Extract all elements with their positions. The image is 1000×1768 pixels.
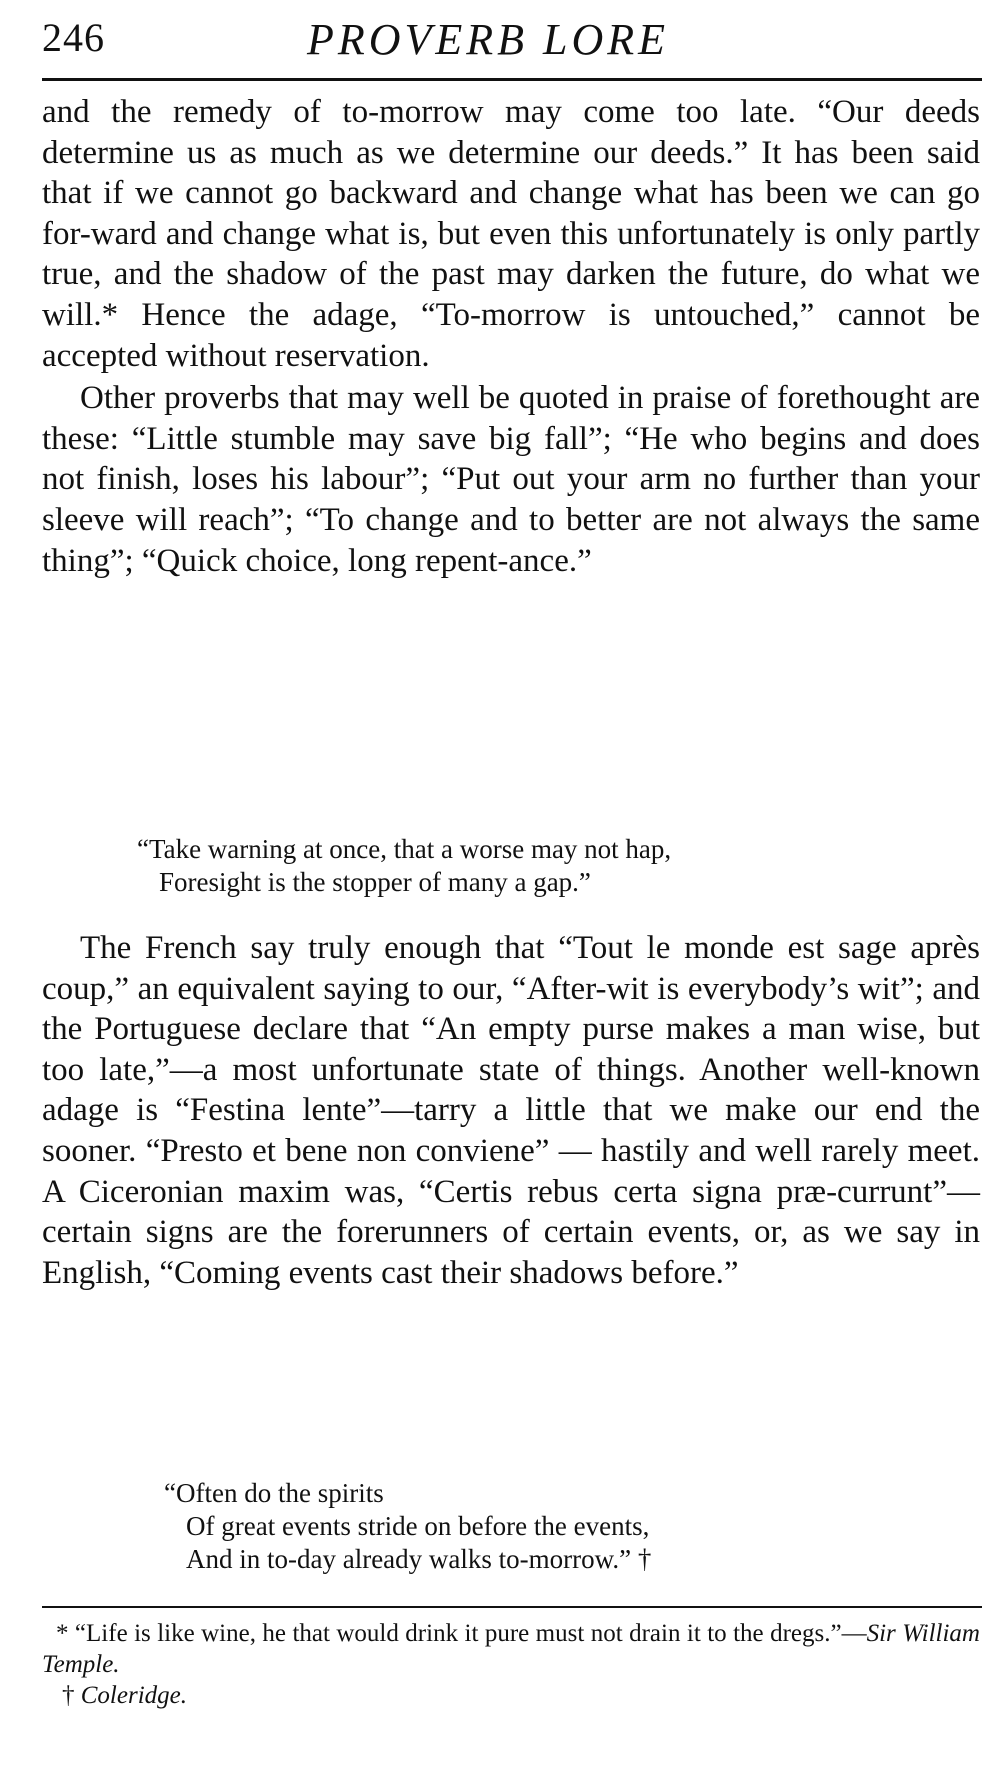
header-rule — [42, 78, 982, 81]
verse-line: “Often do the spirits — [164, 1478, 384, 1508]
footnote-2 — [42, 1680, 980, 1711]
paragraph-3: The French say truly enough that “Tout le monde est sage après coup,” an equivalent saying to our, “After-wit is everybody’s wit”; and the Portuguese declare that “An empty purse makes a man wise, but too late,”—a most unfortunate state of things. Another well-known adage is “Festina lente”—tarry a little that we make our end the sooner. “Presto et bene non conviene” — hastily and well rarely meet. A Ciceronian maxim was, “Certis rebus certa signa præ-currunt”—certain signs are the forerunners of certain events, or, as we say in English, “Coming events cast their shadows before.” — [42, 930, 980, 1291]
book-page — [42, 0, 982, 1768]
footnote-rule — [42, 1606, 982, 1608]
body-text-upper — [42, 92, 980, 581]
verse-line: And in to-day already walks to-morrow.” † — [186, 1544, 652, 1574]
paragraph-2: Other proverbs that may well be quoted in praise of forethought are these: “Little stumble may save big fall”; “He who begins and does not finish, loses his labour”; “Put out your arm no further than your sleeve will reach”; “To change and to better are not always the same thing”; “Quick choice, long repent-ance.” — [42, 380, 980, 579]
paragraph-1: and the remedy of to-morrow may come too late. “Our deeds determine us as much as we determine our deeds.” It has been said that if we cannot go backward and change what has been we can go for-ward and change what is, but even this unfortunately is only partly true, and the shadow of the past may darken the future, do what we will.* Hence the adage, “To-morrow is untouched,” cannot be accepted without reservation. — [42, 94, 980, 374]
footnote-2-mark: † — [62, 1682, 81, 1709]
verse-quote-1 — [137, 833, 671, 899]
footnotes — [42, 1618, 980, 1711]
body-text-lower — [42, 928, 980, 1293]
running-title: PROVERB LORE — [307, 15, 670, 64]
verse-line: Of great events stride on before the events, — [186, 1511, 650, 1541]
footnote-1-source: Sir William Temple. — [42, 1620, 980, 1678]
page-header — [42, 10, 982, 72]
footnote-1-text: * “Life is like wine, he that would drink it pure must not drain it to the dregs.”— — [56, 1620, 867, 1647]
footnote-2-source: Coleridge. — [80, 1682, 187, 1709]
footnote-1 — [42, 1618, 980, 1680]
verse-line: Foresight is the stopper of many a gap.” — [159, 867, 591, 897]
page-number: 246 — [42, 15, 105, 60]
verse-quote-2 — [164, 1477, 651, 1576]
verse-line: “Take warning at once, that a worse may not hap, — [137, 834, 672, 864]
